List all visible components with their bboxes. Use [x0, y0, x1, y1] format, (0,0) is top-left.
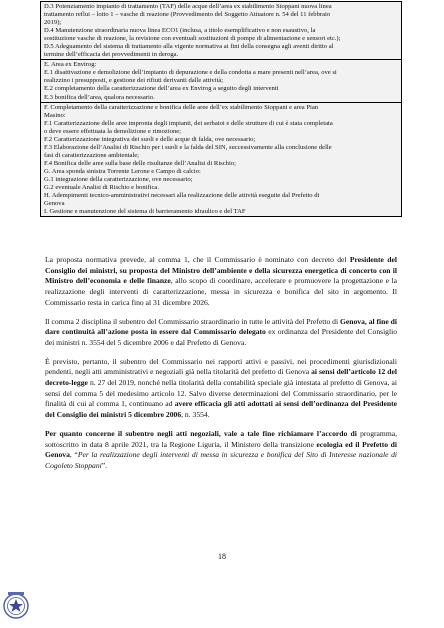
table-line: o deve essere effettuata la demolizione e rimozione;	[44, 127, 182, 135]
table-line: D.4 Manutenzione straordinaria nuova linea ECO1 (inclusa, a titolo esemplificativo e non esaustivo, la	[44, 27, 316, 35]
table-line: G.2 eventuale Analisi di Rischio e bonifica.	[44, 184, 159, 192]
table-line: E. Area ex Envirog:	[44, 61, 97, 69]
text-run: , n. 3554.	[181, 410, 210, 420]
page-number: 18	[218, 552, 226, 561]
text-run: programma, sottoscritto in data 8 aprile 2021, tra la Regione Liguria, il Ministero della transizione	[45, 428, 397, 449]
emblem-seal-icon	[2, 590, 30, 620]
table-line: F.4 Bonifica delle aree sulla base delle risultanze dell’Analisi di Rischio;	[44, 159, 236, 167]
table-line: F.3 Elaborazione dell’Analisi di Rischio per i suoli e la falda del SIN, successivamente alla conclusione delle	[44, 143, 332, 151]
text-run: Il comma 2 disciplina il subentro del Commissario straordinario in tutte le attività del Prefetto di	[45, 316, 340, 326]
text-run: ”.	[101, 460, 108, 470]
table-line: 2019);	[44, 19, 62, 27]
body-text	[45, 255, 397, 480]
bold-run: Per quanto concerne il subentro negli atti negoziali, vale a tale fine richiamare l’accordo di	[45, 428, 357, 438]
table-line: E.1 disattivazione e demolizione dell’impianto di depurazione e della condotta a mare presenti nell’area, ove si	[44, 69, 337, 77]
text-run: , “	[69, 450, 78, 460]
table-line: D.5 Adeguamento del sistema di trattamento alla vigente normativa ai fini della consegna agli aventi diritto al	[44, 43, 334, 51]
text-run: n. 27 del 2019, nonché nella titolarità della contabilità speciale già intestata al prefetto di Genova, ai sensi del comma 5 del medesimo articolo 12. Salvo diverse determinazioni del Commissario straordinario, per le finalità di cui al comma 1, continuano ad	[45, 378, 397, 409]
work-items-table	[40, 1, 402, 217]
table-line: sostituzione vasche di reazione, la revisione con eventuali sostituzioni di pompe di alimentazione e sensori etc.);	[44, 35, 341, 43]
bold-run: Genova, al fine di dare continuità all’azione posta in essere dal Commissario delegato	[45, 316, 397, 337]
paragraph-comma-2	[45, 317, 397, 349]
text-run: ex ordinanza del Presidente del Consiglio dei ministri n. 3554 del 5 dicembre 2006 e dal Prefetto di Genova.	[45, 327, 397, 347]
table-line: F. Completamento della caratterizzazione e bonifica delle aree dell’ex stabilimento Stoppani e area Pian	[44, 103, 319, 111]
bold-run: Presidente del Consiglio dei ministri, su proposta del Ministro dell’ambiente e della sicurezza energetica di concerto con il Ministro dell’economia e delle finanze	[45, 255, 397, 286]
table-line: F.2 Caratterizzazione integrativa dei suoli e delle acque di falda, ove necessario;	[44, 135, 256, 143]
paragraph-subentro	[45, 357, 397, 421]
table-line: termine dell’efficacia dei provvedimenti in deroga.	[44, 51, 179, 59]
italic-run: Per la realizzazione degli interventi di messa in sicurezza e bonifica del Sito di Interesse nazionale di Cogoleto Stoppani	[45, 450, 397, 470]
table-line: H. Adempimenti tecnico-amministrativi necessari alla realizzazione delle attività eseguite dal Prefetto di	[44, 192, 320, 200]
table-line: E.2 completamento della caratterizzazione dell’area ex Envirog a seguito degli interventi	[44, 85, 279, 93]
table-line: trattamento reflui – lotto 1 – vasche di reazione (Provvedimento del Soggetto Attuatore n. 54 del 11 febbraio	[44, 11, 331, 19]
table-line: Genova	[44, 200, 65, 208]
table-line: I. Gestione e manutenzione del sistema di barrieramento idraulico e del TAF	[44, 208, 246, 216]
text-run: La proposta normativa prevede, al comma 1, che il Commissario è nominato con decreto del	[45, 255, 350, 264]
bold-run: ecologia ed il Prefetto di Genova	[45, 439, 397, 460]
bold-run: avere efficacia gli atti adottati ai sensi dell’ordinanza del Presidente del Consiglio dei ministri 5 dicembre 2006	[45, 399, 397, 420]
table-cell-e	[41, 59, 401, 101]
table-line: D.3 Potenziamento impianto di trattamento (TAF) delle acque dell’area ex stabilimento Stoppani nuova linea	[44, 3, 332, 10]
table-line: Masino:	[44, 111, 66, 119]
bold-run: ai sensi dell’articolo 12 del decreto-legge	[45, 367, 397, 388]
text-run: , allo scopo di coordinare, accelerare e promuovere la progettazione e la realizzazione degli interventi di caratterizzazione, messa in sicurezza e bonifica del sito in argomento. Il Commissario resta in carica fino al 31 dicembre 2026.	[45, 276, 398, 307]
table-line: realizzino i presupposti, e gestione dei rifiuti derivanti dalle attività;	[44, 77, 224, 85]
table-cell-f	[41, 102, 401, 217]
table-line: G. Area sponda sinistra Torrente Lerone e Campo di calcio:	[44, 167, 201, 175]
text-run: È previsto, pertanto, il subentro del Commissario nei rapporti attivi e passivi, nei procedimenti giurisdizionali pendenti, negli atti amministrativi e negoziali già nella titolarità del prefetto di Genova	[45, 356, 397, 377]
table-line: G.1 integrazione della caratterizzazione, ove necessario;	[44, 175, 193, 183]
paragraph-commissioner-appointment	[45, 255, 397, 309]
paragraph-atti-negoziali	[45, 429, 397, 472]
table-line: E.3 bonifica dell’area, qualora necessario.	[44, 93, 155, 101]
table-line: F.1 Caratterizzazione delle aree impronta degli impianti, dei serbatoi e delle strutture di cui è stata completata	[44, 119, 333, 127]
table-line: fasi di caratterizzazione ambientale;	[44, 151, 140, 159]
table-cell-d	[41, 2, 401, 59]
